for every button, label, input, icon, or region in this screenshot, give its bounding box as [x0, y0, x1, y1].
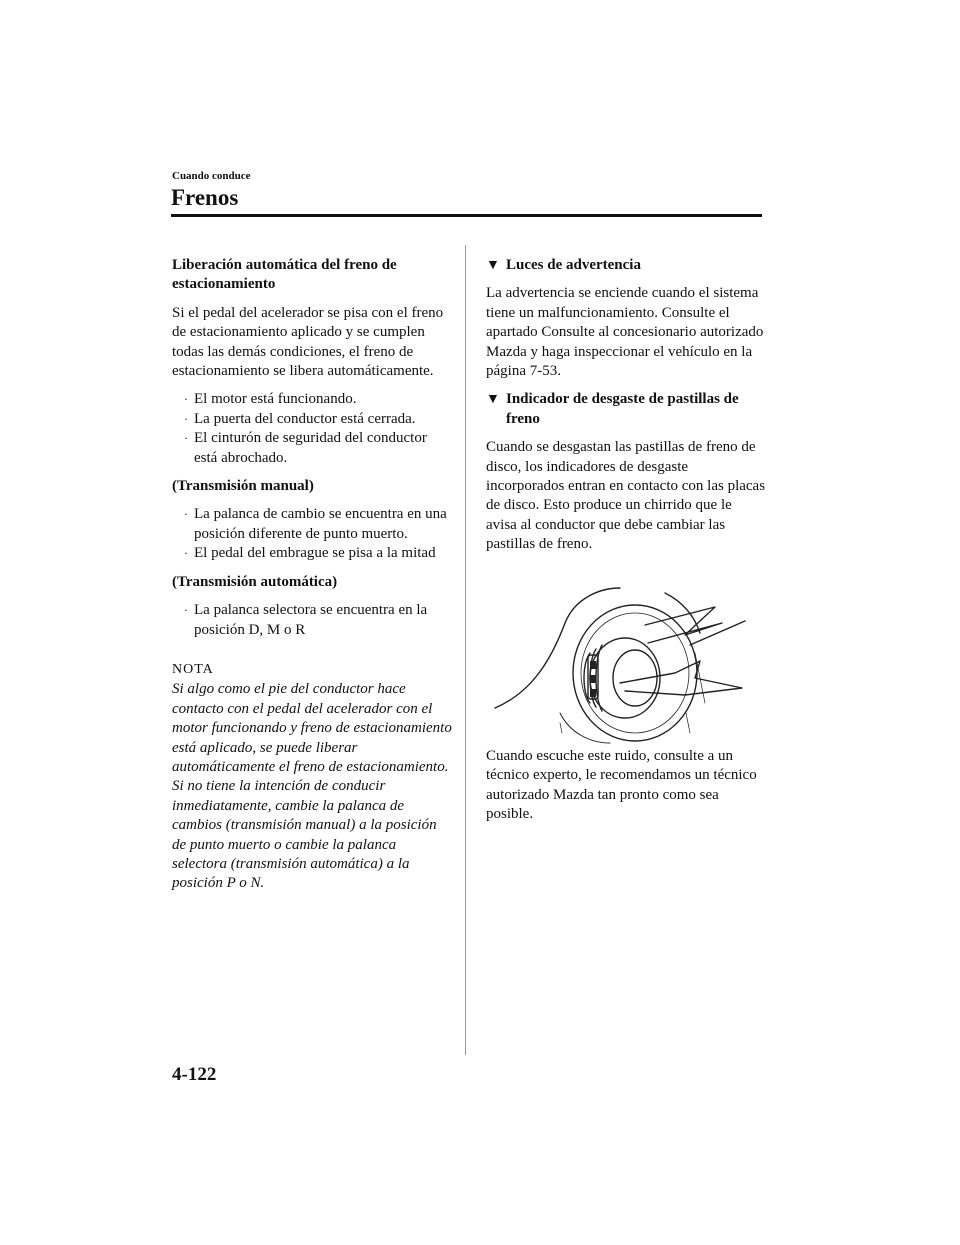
page-title: Frenos — [171, 185, 239, 210]
bullet-icon: · — [184, 431, 188, 446]
list-item: · El motor está funcionando. — [184, 390, 452, 409]
triangle-down-icon: ▼ — [486, 392, 500, 408]
right-column — [486, 256, 766, 833]
warning-lights-heading: ▼ Luces de advertencia — [486, 256, 766, 275]
bullet-icon: · — [184, 411, 188, 426]
list-item: · El cinturón de seguridad del conductor está abrochado. — [184, 430, 427, 466]
auto-release-intro: Si el pedal del acelerador se pisa con el freno de estacionamiento aplicado y se cumplen todas las demás condiciones, el freno de estacionamiento se libera automáticamente. — [172, 304, 444, 380]
bullet-icon: · — [184, 507, 188, 522]
list-item: · La palanca selectora se encuentra en la posición D, M o R — [184, 602, 428, 638]
conditions-list — [172, 390, 452, 468]
pad-wear-heading: ▼ Indicador de desgaste de pastillas de freno — [486, 391, 739, 427]
list-item: · La palanca de cambio se encuentra en una posición diferente de punto muerto. — [184, 506, 447, 542]
closing-text: Cuando escuche este ruido, consulte a un técnico experto, le recomendamos un técnico autorizado Mazda tan pronto como sea posible. — [486, 747, 757, 822]
auto-release-heading: Liberación automática del freno de estacionamiento — [172, 257, 397, 293]
bullet-icon: · — [184, 392, 188, 407]
note-text: Si algo como el pie del conductor hace contacto con el pedal del acelerador con el motor funcionando y freno de estacionamiento está aplicado, se puede liberar automáticamente el freno de estacionamiento. Si no tiene la intención de conducir inmediatamente, cambie la palanca de cambios (transmisión manual) a la posición de punto muerto o cambie la palanca selectora (transmisión automática) a la posición P o N. — [172, 681, 452, 892]
list-item: · La puerta del conductor está cerrada. — [184, 410, 452, 429]
page-number: 4-122 — [172, 1064, 217, 1085]
section-label: Cuando conduce — [172, 170, 251, 182]
automatic-list — [172, 601, 452, 640]
manual-transmission-heading: (Transmisión manual) — [172, 478, 314, 495]
title-rule — [171, 214, 762, 217]
column-divider — [465, 245, 466, 1055]
pad-wear-text: Cuando se desgastan las pastillas de freno de disco, los indicadores de desgaste incorporados entran en contacto con las placas de disco. Esto produce un chirrido que le avisa al conductor que debe cambiar las pastillas de freno. — [486, 439, 766, 553]
left-column — [172, 256, 452, 894]
list-item: · El pedal del embrague se pisa a la mitad — [184, 544, 452, 563]
manual-list — [172, 505, 452, 563]
note-label: NOTA — [172, 661, 214, 677]
brake-wear-illustration — [490, 583, 752, 745]
triangle-down-icon: ▼ — [486, 258, 500, 273]
bullet-icon: · — [184, 546, 188, 561]
bullet-icon: · — [184, 603, 188, 618]
warning-lights-text: La advertencia se enciende cuando el sistema tiene un malfuncionamiento. Consulte el apartado Consulte al concesionario autorizado Mazda y haga inspeccionar el vehículo en la página 7-53. — [486, 285, 764, 380]
automatic-transmission-heading: (Transmisión automática) — [172, 573, 338, 590]
